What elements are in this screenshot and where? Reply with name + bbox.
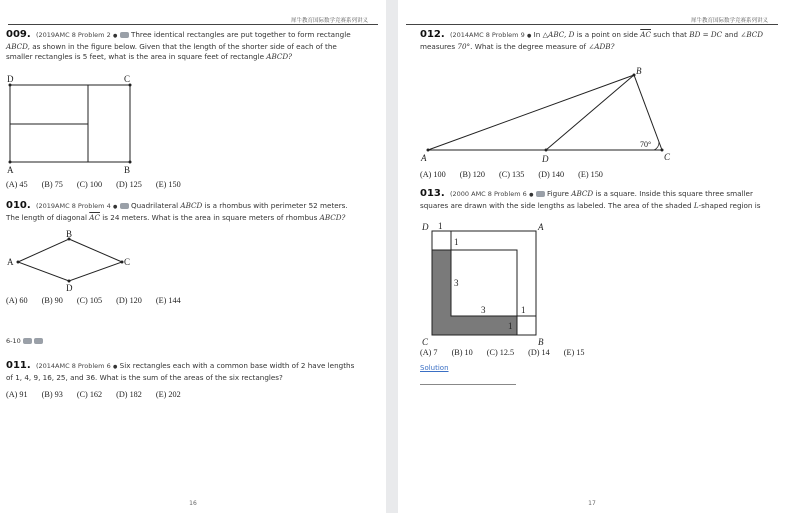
- choice-a[interactable]: (A) 7: [420, 348, 438, 357]
- choice-c[interactable]: (C) 12.5: [486, 348, 515, 357]
- choice-d[interactable]: (D) 125: [116, 180, 142, 189]
- figure-009: [4, 72, 136, 178]
- problem-source: (2000 AMC 8 Problem 6: [449, 190, 527, 198]
- bullet-icon: ●: [113, 204, 118, 210]
- math-var: ABCD?: [319, 212, 346, 222]
- math-var: $\overline{AC}$: [89, 212, 100, 222]
- figure-012: [420, 64, 680, 166]
- page-number: 16: [189, 500, 197, 507]
- problem-text: such that: [653, 30, 687, 39]
- label-d: D: [542, 154, 549, 164]
- page-header: 犀牛教育国际数学竞赛系列讲义: [290, 18, 368, 24]
- choice-b[interactable]: (B) 90: [41, 296, 63, 305]
- label-side-1-top: 1: [438, 221, 443, 231]
- figure-010: [4, 228, 134, 294]
- problem-text: Three identical rectangles are put together to form rectangle: [130, 30, 351, 39]
- problem-text: as shown in the figure below. Given that the length of the shorter side of each of the smaller rectangles is 5 feet, what is the area in square feet of rectangle: [6, 41, 337, 61]
- label-d: D: [66, 283, 73, 293]
- problem-number: 012.: [420, 29, 445, 40]
- choices-009: [6, 180, 193, 189]
- label-b: B: [636, 66, 642, 76]
- label-a: A: [7, 165, 14, 175]
- math-var: BD = DC: [689, 30, 723, 39]
- choice-e[interactable]: (E) 202: [155, 390, 181, 399]
- label-b: B: [538, 337, 544, 347]
- label-a: A: [421, 153, 427, 163]
- problem-text: measures: [420, 41, 456, 51]
- bullet-icon: ●: [113, 33, 118, 39]
- problem-source: (2014AMC 8 Problem 6: [35, 362, 111, 370]
- problem-source: (2014AMC 8 Problem 9: [449, 31, 525, 39]
- page-header: 犀牛教育国际数学竞赛系列讲义: [690, 18, 768, 24]
- math-var: $\overline{AC}$: [640, 30, 651, 39]
- problem-text: In: [533, 30, 541, 39]
- choice-b[interactable]: (B) 120: [459, 170, 485, 179]
- math-var: D: [568, 30, 575, 39]
- problem-010: [6, 201, 358, 223]
- choices-011: [6, 390, 193, 399]
- math-var: ABCD?: [266, 52, 293, 61]
- header-rule: [406, 24, 778, 25]
- label-side-3-left: 3: [454, 278, 459, 288]
- section-label-text: 6-10: [6, 337, 21, 345]
- label-a: A: [538, 222, 544, 232]
- choices-010: [6, 296, 193, 305]
- solution-link[interactable]: Solution: [420, 364, 449, 372]
- math-var: △ABC,: [542, 30, 567, 39]
- problem-text: is a rhombus with perimeter 52 meters. The length of diagonal: [6, 201, 348, 222]
- choices-013: [420, 348, 596, 357]
- figure-013: [418, 219, 548, 347]
- footnote-rule: [420, 384, 516, 385]
- problem-012: [420, 30, 770, 52]
- math-var: ∠BCD: [740, 30, 764, 39]
- problem-text: -shaped region is: [698, 200, 761, 210]
- video-icon[interactable]: [34, 338, 43, 344]
- choice-e[interactable]: (E) 144: [155, 296, 181, 305]
- choice-c[interactable]: (C) 105: [76, 296, 103, 305]
- math-var: 70°.: [457, 41, 473, 51]
- left-page: [0, 0, 386, 513]
- label-c: C: [422, 337, 429, 347]
- choice-d[interactable]: (D) 182: [116, 390, 142, 399]
- math-var: ABCD: [571, 189, 594, 198]
- label-c: C: [124, 74, 131, 84]
- label-b: B: [66, 229, 73, 239]
- problem-text: What is the degree measure of: [474, 41, 587, 51]
- label-side-1-left: 1: [454, 237, 459, 247]
- problem-text: and: [724, 30, 739, 39]
- choice-b[interactable]: (B) 10: [451, 348, 473, 357]
- choice-a[interactable]: (A) 45: [6, 180, 28, 189]
- problem-013: [420, 189, 772, 211]
- math-var: L: [693, 200, 699, 210]
- video-icon[interactable]: [120, 32, 129, 38]
- choice-d[interactable]: (D) 120: [116, 296, 142, 305]
- math-var: ∠ADB?: [588, 41, 615, 51]
- choice-a[interactable]: (A) 100: [420, 170, 446, 179]
- problem-source: (2019AMC 8 Problem 2: [35, 31, 111, 39]
- problem-011: [6, 361, 356, 383]
- video-icon[interactable]: [536, 191, 545, 197]
- header-rule: [8, 24, 378, 25]
- choice-e[interactable]: (E) 150: [578, 170, 603, 179]
- math-var: ABCD: [180, 201, 203, 210]
- video-icon[interactable]: [120, 203, 129, 209]
- math-var: ABCD,: [6, 41, 30, 51]
- label-side-3-bottom: 3: [481, 305, 486, 315]
- problem-text: is a square. Inside this square three smaller squares are drawn with the side lengths as labeled. The area of the shaded: [420, 189, 753, 210]
- problem-text: Quadrilateral: [130, 201, 179, 210]
- label-a: A: [7, 257, 14, 267]
- label-side-1-br-a: 1: [521, 305, 526, 315]
- choice-b[interactable]: (B) 93: [41, 390, 63, 399]
- choice-a[interactable]: (A) 60: [6, 296, 28, 305]
- label-d: D: [422, 222, 429, 232]
- bullet-icon: ●: [527, 33, 532, 39]
- problem-text: is 24 meters. What is the area in square meters of rhombus: [102, 212, 318, 222]
- problem-number: 013.: [420, 188, 445, 199]
- label-side-1-br-b: 1: [508, 321, 513, 331]
- problem-text: is a point on side: [576, 30, 638, 39]
- label-b: B: [124, 165, 131, 175]
- label-c: C: [124, 257, 131, 267]
- problem-number: 010.: [6, 200, 31, 211]
- label-angle: 70°: [640, 140, 652, 149]
- label-d: D: [7, 74, 14, 84]
- choices-012: [420, 170, 615, 179]
- problem-text: Six rectangles each with a common base width of 2 have lengths of 1, 4, 9, 16, 25, and 36. What is the sum of the areas of the six rectangles?: [6, 361, 355, 382]
- problem-009: [6, 30, 356, 63]
- bullet-icon: ●: [529, 192, 534, 198]
- choice-d[interactable]: (D) 140: [538, 170, 565, 179]
- right-page: [398, 0, 786, 513]
- choice-e[interactable]: (E) 150: [155, 180, 181, 189]
- choice-a[interactable]: (A) 91: [6, 390, 28, 399]
- problem-number: 011.: [6, 360, 31, 371]
- label-c: C: [664, 152, 671, 162]
- page-number: 17: [588, 500, 596, 507]
- choice-c[interactable]: (C) 135: [499, 170, 525, 179]
- problem-source: (2019AMC 8 Problem 4: [35, 202, 111, 210]
- problem-number: 009.: [6, 29, 31, 40]
- choice-c[interactable]: (C) 162: [76, 390, 103, 399]
- choice-b[interactable]: (B) 75: [41, 180, 63, 189]
- bullet-icon: ●: [113, 364, 118, 370]
- choice-e[interactable]: (E) 15: [563, 348, 585, 357]
- problem-text: Figure: [547, 189, 569, 198]
- section-label: [6, 336, 43, 347]
- choice-d[interactable]: (D) 14: [528, 348, 550, 357]
- choice-c[interactable]: (C) 100: [76, 180, 103, 189]
- video-icon[interactable]: [23, 338, 32, 344]
